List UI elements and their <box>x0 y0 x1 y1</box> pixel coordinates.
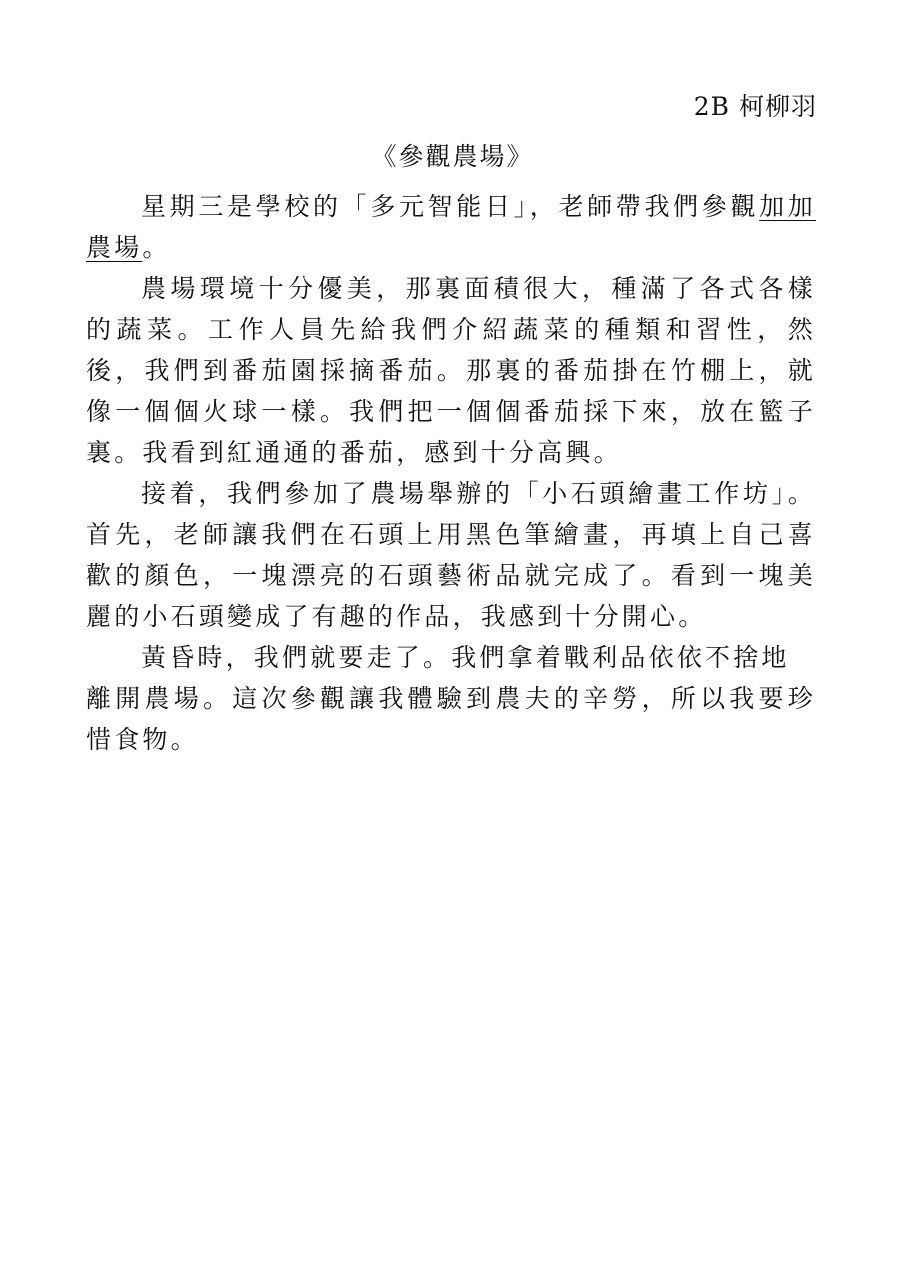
paragraph-4-line-1: 黃昏時，我們就要走了。我們拿着戰利品依依不捨地 <box>141 643 790 672</box>
paragraph-1-end: 。 <box>142 233 171 262</box>
author-line: 2B 柯柳羽 <box>693 92 817 121</box>
paragraph-4-line-2: 離開農場。這次參觀讓我體驗到農夫的辛勞，所以我要珍惜食物。 <box>86 684 816 754</box>
paragraph-2: 農場環境十分優美，那裏面積很大，種滿了各式各樣的蔬菜。工作人員先給我們介紹蔬菜的種類和習性，然後，我們到番茄園採摘番茄。那裏的番茄掛在竹棚上，就像一個個火球一樣。我們把一個個番茄採下來，放在籃子裏。我看到紅通通的番茄，感到十分高興。 <box>86 274 816 467</box>
paragraph-1-text: 星期三是學校的「多元智能日」，老師帶我們參觀 <box>141 192 760 221</box>
essay-title: 《參觀農場》 <box>371 142 534 171</box>
farm-name-underlined: 加加農場 <box>86 192 816 262</box>
essay-body <box>86 186 816 760</box>
paragraph-3: 接着，我們參加了農場舉辦的「小石頭繪畫工作坊」。首先，老師讓我們在石頭上用黑色筆繪畫，再填上自己喜歡的顏色，一塊漂亮的石頭藝術品就完成了。看到一塊美麗的小石頭變成了有趣的作品，我感到十分開心。 <box>86 479 816 631</box>
paragraph-4 <box>86 637 816 760</box>
paragraph-1 <box>86 186 816 268</box>
